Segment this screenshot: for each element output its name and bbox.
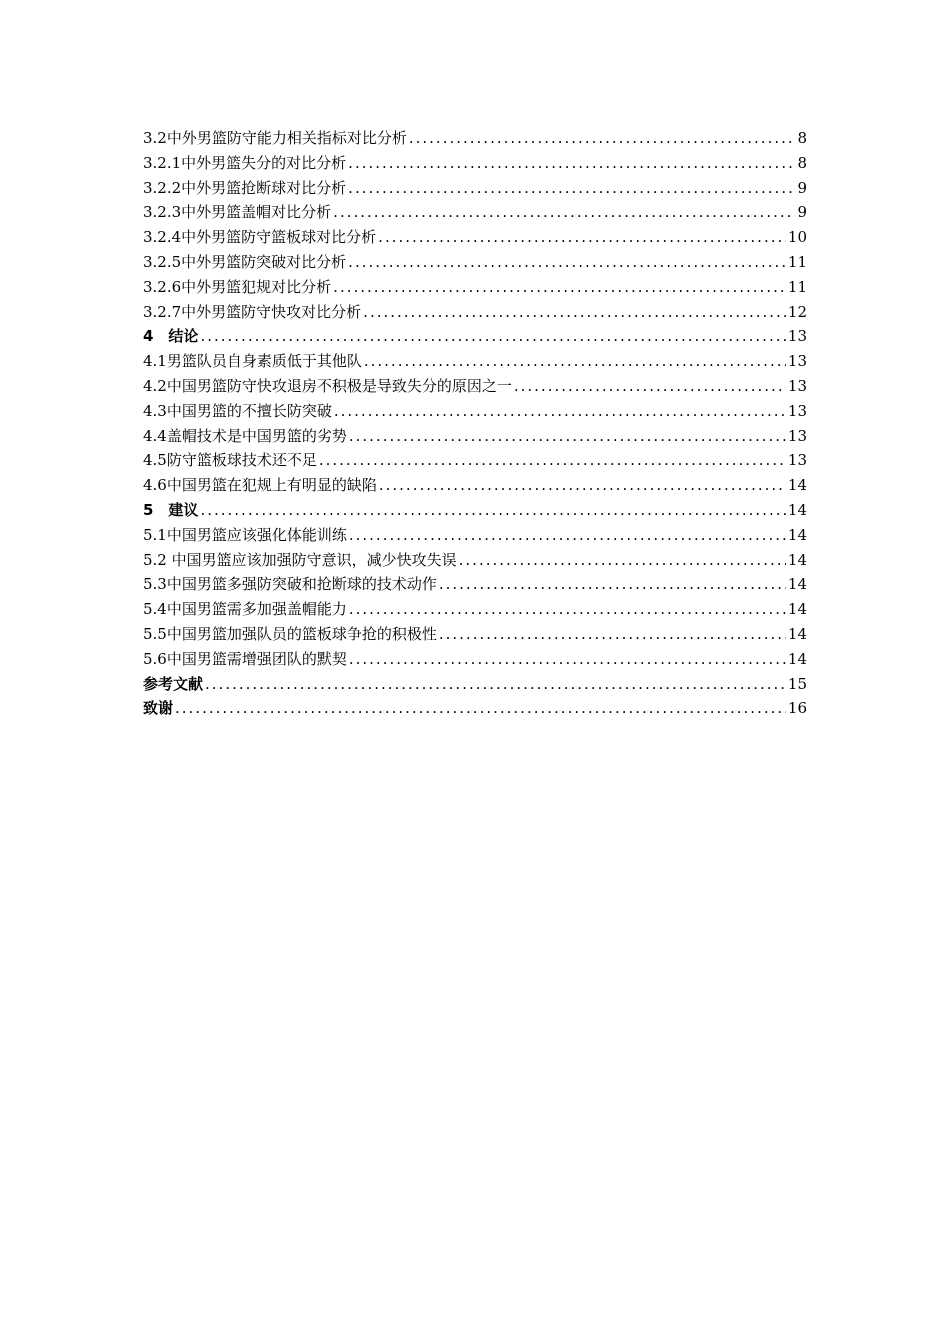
toc-entry[interactable] (143, 548, 807, 573)
toc-entry-label: 4.4盖帽技术是中国男篮的劣势 (143, 426, 347, 445)
toc-entry-page-number: 11 (787, 277, 807, 296)
toc-dot-leader (205, 672, 786, 697)
toc-entry[interactable] (143, 424, 807, 449)
toc-entry-page-number: 13 (787, 401, 807, 420)
toc-entry-label: 5.2 中国男篮应该加强防守意识，减少快攻失误 (143, 550, 457, 569)
toc-entry-page-number: 13 (787, 376, 807, 395)
toc-dot-leader (334, 399, 786, 424)
toc-entry[interactable] (143, 523, 807, 548)
toc-dot-leader (348, 250, 786, 275)
toc-entry-page-number: 10 (787, 228, 807, 247)
toc-entry[interactable] (143, 696, 807, 721)
toc-entry-label: 5.1中国男篮应该强化体能训练 (143, 525, 347, 544)
toc-entry[interactable] (143, 622, 807, 647)
toc-entry-page-number: 14 (787, 476, 807, 495)
toc-entry-label: 4.1男篮队员自身素质低于其他队 (143, 352, 362, 371)
toc-entry-page-number: 13 (787, 352, 807, 371)
toc-entry[interactable] (143, 473, 807, 498)
toc-entry-label: 致谢 (143, 699, 174, 718)
toc-dot-leader (349, 424, 786, 449)
toc-dot-leader (439, 622, 786, 647)
toc-entry-page-number: 13 (787, 451, 807, 470)
toc-entry[interactable] (143, 126, 807, 151)
toc-entry[interactable] (143, 225, 807, 250)
toc-entry-page-number: 14 (787, 550, 807, 569)
toc-dot-leader (349, 597, 786, 622)
toc-dot-leader (409, 126, 796, 151)
toc-entry[interactable] (143, 672, 807, 697)
toc-entry[interactable] (143, 176, 807, 201)
toc-entry-page-number: 9 (797, 203, 807, 222)
toc-dot-leader (459, 548, 786, 573)
toc-entry[interactable] (143, 374, 807, 399)
toc-entry-label: 3.2.2中外男篮抢断球对比分析 (143, 178, 347, 197)
toc-entry-page-number: 16 (787, 699, 807, 718)
toc-dot-leader (333, 275, 786, 300)
toc-entry-page-number: 11 (787, 252, 807, 271)
toc-entry-page-number: 9 (797, 178, 807, 197)
toc-entry[interactable] (143, 399, 807, 424)
toc-entry[interactable] (143, 647, 807, 672)
toc-dot-leader (200, 498, 785, 523)
toc-entry-label: 5 建议 (143, 500, 199, 519)
table-of-contents (143, 126, 807, 721)
toc-entry-page-number: 8 (797, 153, 807, 172)
toc-entry-page-number: 14 (787, 525, 807, 544)
toc-dot-leader (514, 374, 786, 399)
toc-entry-label: 3.2.3中外男篮盖帽对比分析 (143, 203, 332, 222)
toc-dot-leader (364, 349, 786, 374)
toc-entry-label: 参考文献 (143, 674, 204, 693)
toc-entry-label: 3.2.1中外男篮失分的对比分析 (143, 153, 347, 172)
toc-entry-label: 4 结论 (143, 327, 199, 346)
toc-entry[interactable] (143, 300, 807, 325)
toc-entry[interactable] (143, 250, 807, 275)
toc-dot-leader (349, 523, 786, 548)
toc-dot-leader (378, 225, 786, 250)
toc-entry-label: 4.5防守篮板球技术还不足 (143, 451, 317, 470)
toc-dot-leader (439, 572, 786, 597)
toc-entry-page-number: 14 (787, 575, 807, 594)
toc-entry[interactable] (143, 448, 807, 473)
toc-dot-leader (319, 448, 786, 473)
toc-dot-leader (348, 176, 795, 201)
toc-entry-label: 4.3中国男篮的不擅长防突破 (143, 401, 332, 420)
toc-dot-leader (349, 647, 786, 672)
toc-entry-page-number: 14 (787, 500, 807, 519)
toc-entry-page-number: 12 (787, 302, 807, 321)
toc-entry-page-number: 14 (787, 649, 807, 668)
toc-entry-page-number: 14 (787, 600, 807, 619)
toc-entry-label: 3.2.7中外男篮防守快攻对比分析 (143, 302, 362, 321)
toc-entry-page-number: 13 (787, 327, 807, 346)
toc-dot-leader (379, 473, 786, 498)
toc-entry[interactable] (143, 275, 807, 300)
toc-entry-label: 3.2.5中外男篮防突破对比分析 (143, 252, 347, 271)
toc-entry-label: 3.2.4中外男篮防守篮板球对比分析 (143, 228, 377, 247)
toc-entry[interactable] (143, 151, 807, 176)
toc-entry[interactable] (143, 349, 807, 374)
toc-entry[interactable] (143, 324, 807, 349)
toc-dot-leader (333, 200, 795, 225)
toc-dot-leader (348, 151, 795, 176)
toc-entry[interactable] (143, 572, 807, 597)
toc-entry-label: 5.3中国男篮多强防突破和抢断球的技术动作 (143, 575, 437, 594)
toc-entry-page-number: 14 (787, 624, 807, 643)
toc-entry-label: 5.4中国男篮需多加强盖帽能力 (143, 600, 347, 619)
toc-entry-label: 5.5中国男篮加强队员的篮板球争抢的积极性 (143, 624, 437, 643)
toc-entry-label: 5.6中国男篮需增强团队的默契 (143, 649, 347, 668)
toc-entry-page-number: 15 (787, 674, 807, 693)
toc-entry-label: 3.2中外男篮防守能力相关指标对比分析 (143, 129, 407, 147)
toc-entry[interactable] (143, 597, 807, 622)
toc-entry[interactable] (143, 200, 807, 225)
toc-entry-page-number: 8 (797, 129, 807, 147)
toc-dot-leader (200, 324, 785, 349)
toc-dot-leader (363, 300, 786, 325)
toc-entry[interactable] (143, 498, 807, 523)
toc-entry-label: 4.2中国男篮防守快攻退房不积极是导致失分的原因之一 (143, 376, 512, 395)
toc-dot-leader (175, 696, 786, 721)
toc-entry-label: 4.6中国男篮在犯规上有明显的缺陷 (143, 476, 377, 495)
toc-entry-label: 3.2.6中外男篮犯规对比分析 (143, 277, 332, 296)
toc-entry-page-number: 13 (787, 426, 807, 445)
